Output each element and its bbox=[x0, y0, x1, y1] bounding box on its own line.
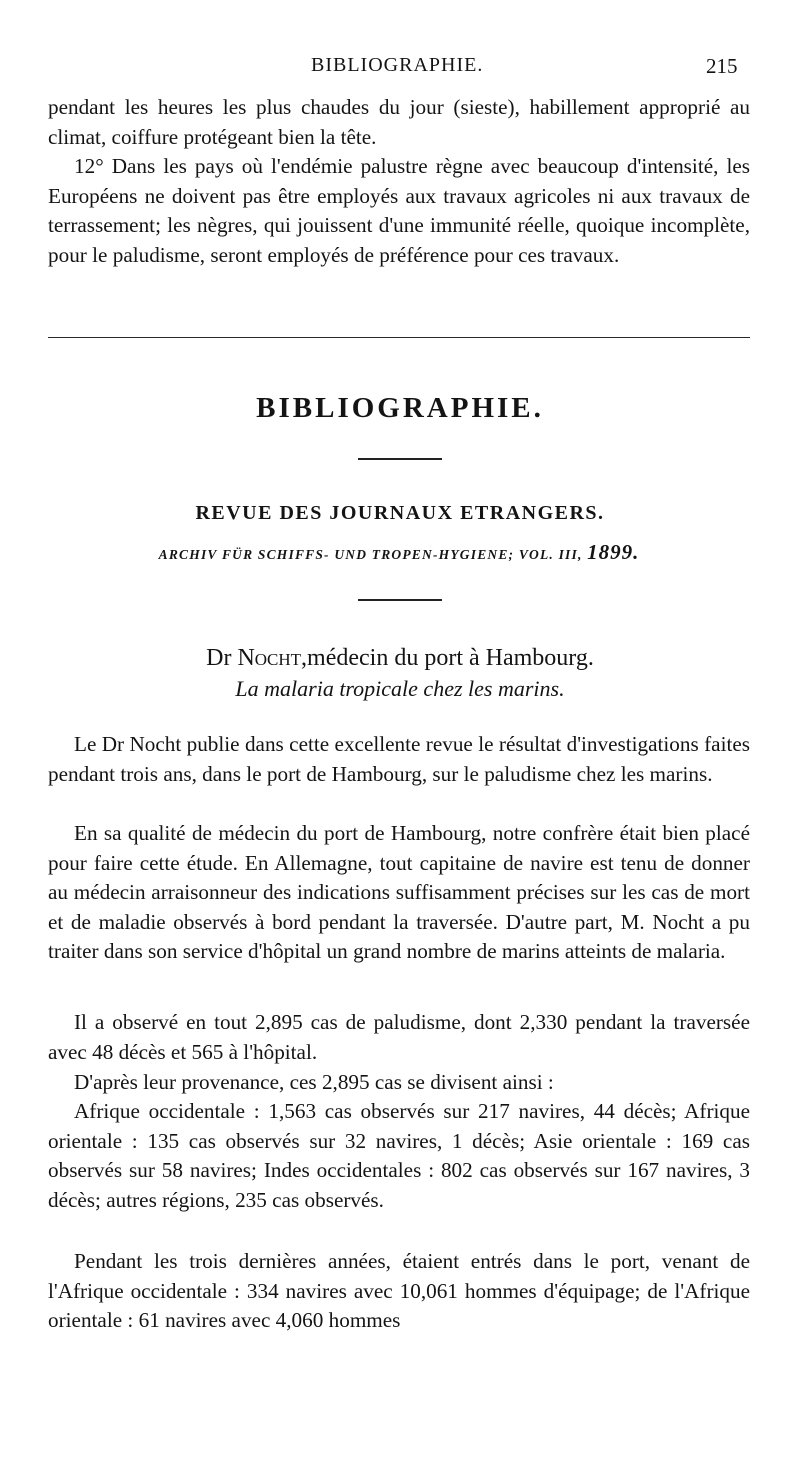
author-role: médecin du port à Hambourg. bbox=[307, 645, 594, 671]
running-head-title: BIBLIOGRAPHIE. bbox=[311, 54, 484, 76]
author-name: Nocht, bbox=[237, 645, 308, 671]
section-divider bbox=[48, 337, 750, 338]
journal-reference bbox=[48, 540, 750, 565]
journal-year: 1899. bbox=[587, 540, 640, 564]
journal-name: ARCHIV FÜR SCHIFFS- UND TROPEN-HYGIENE; VOL. III, bbox=[158, 547, 583, 562]
body-paragraph-regions: Afrique occidentale : 1,563 cas observés sur 217 navires, 44 décès; Afrique orientale : 135 cas observés sur 32 navires, 1 décès; Asie orientale : 169 cas observés sur 58 navires; Indes occidentales : 802 cas observés sur 167 navires, 3 décès; autres régions, 235 cas observés. bbox=[48, 1099, 750, 1212]
body-paragraph-totals: Il a observé en tout 2,895 cas de paludisme, dont 2,330 pendant la traversée avec 48 décès et 565 à l'hôpital. bbox=[48, 1010, 750, 1064]
article-title: La malaria tropicale chez les marins. bbox=[235, 676, 565, 701]
paragraph-item-12: 12° Dans les pays où l'endémie palustre règne avec beaucoup d'intensité, les Européens ne doivent pas être employés aux travaux agricoles ni aux travaux de terrassement; les nègres, qui jouissent d'une immunité réelle, quoique incomplète, pour le paludisme, seront employés de préférence pour ces travaux. bbox=[48, 154, 750, 267]
body-paragraph-ships: Pendant les trois dernières années, étaient entrés dans le port, venant de l'Afrique occidentale : 334 navires avec 10,061 hommes d'équipage; de l'Afrique orientale : 61 navires avec 4,060 hommes bbox=[48, 1249, 750, 1333]
body-paragraph-provenance: D'après leur provenance, ces 2,895 cas se divisent ainsi : bbox=[74, 1070, 554, 1094]
paragraph-continuation: pendant les heures les plus chaudes du jour (sieste), habillement approprié au climat, coiffure protégeant bien la tête. bbox=[48, 95, 750, 149]
page-number: 215 bbox=[706, 54, 738, 78]
author-prefix: Dr bbox=[206, 645, 232, 671]
section-subtitle: REVUE DES JOURNAUX ETRANGERS. bbox=[195, 502, 605, 524]
article-author bbox=[0, 645, 800, 672]
body-paragraph-intro: Le Dr Nocht publie dans cette excellente revue le résultat d'investigations faites pendant trois ans, dans le port de Hambourg, sur le paludisme chez les marins. bbox=[48, 732, 750, 786]
title-rule bbox=[358, 458, 442, 460]
body-paragraph-context: En sa qualité de médecin du port de Hambourg, notre confrère était bien placé pour faire cette étude. En Allemagne, tout capitaine de navire est tenu de donner au médecin arraisonneur des indications suffisamment précises sur les cas de mort et de maladie observés à bord pendant la traversée. D'autre part, M. Nocht a pu traiter dans son service d'hôpital un grand nombre de marins atteints de malaria. bbox=[48, 821, 750, 964]
section-title: BIBLIOGRAPHIE. bbox=[256, 392, 544, 424]
running-head bbox=[0, 54, 800, 84]
journal-rule bbox=[358, 599, 442, 601]
